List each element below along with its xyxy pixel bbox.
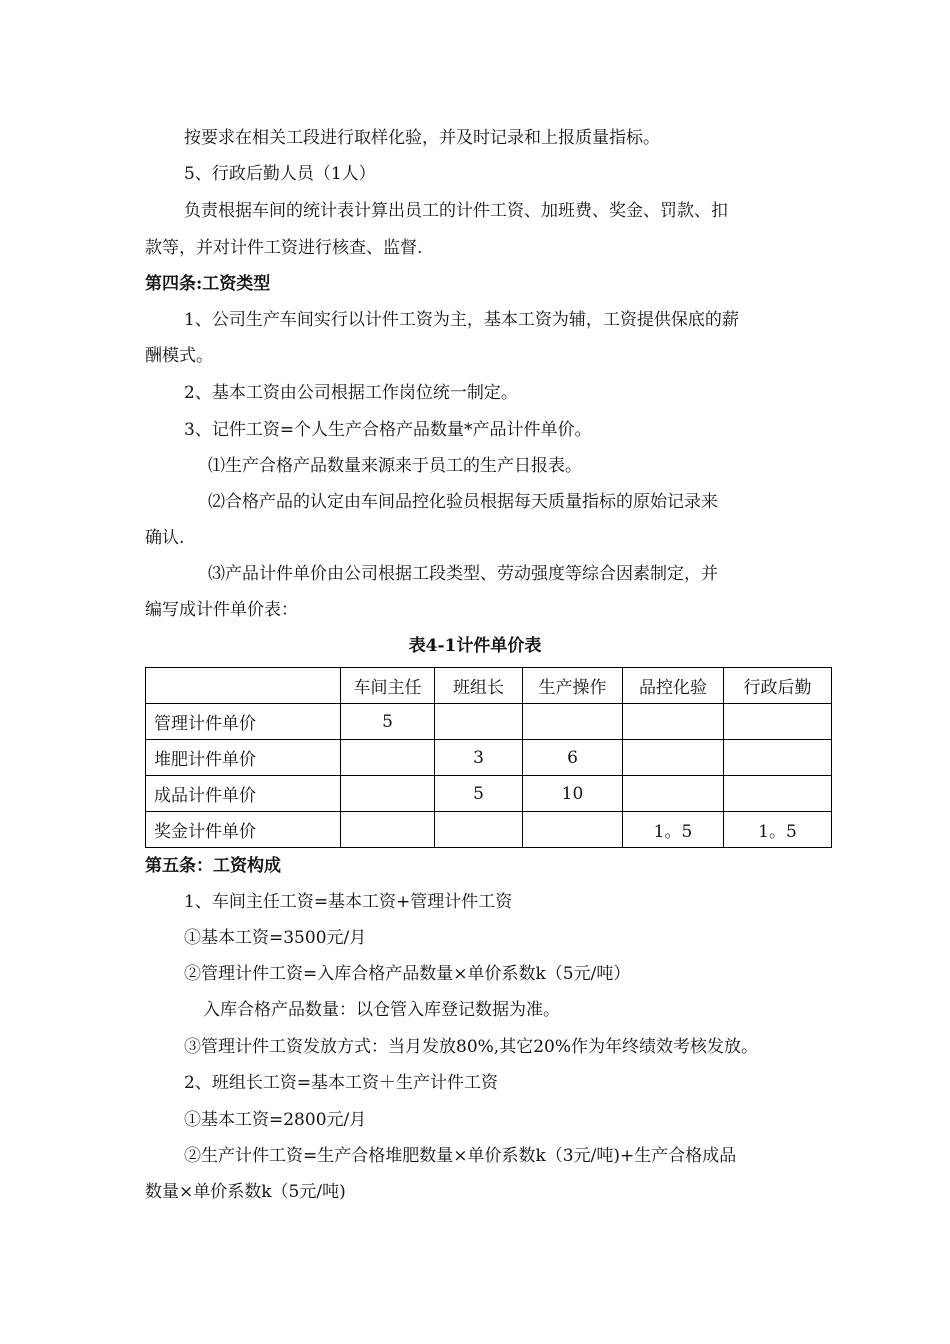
text-line: 2、基本工资由公司根据工作岗位统一制定。: [184, 383, 518, 403]
text-line: ①基本工资=3500元/月: [184, 928, 367, 948]
table-row: [146, 740, 832, 776]
table-cell: 5: [435, 776, 523, 812]
table-caption: 表4-1计件单价表: [408, 636, 542, 656]
row-label: 成品计件单价: [146, 776, 341, 812]
text-line: 负责根据车间的统计表计算出员工的计件工资、加班费、奖金、罚款、扣: [184, 201, 728, 221]
section-heading: 第四条:工资类型: [145, 274, 271, 294]
table-cell: 1。5: [623, 812, 724, 848]
text-line: ⑴生产合格产品数量来源来于员工的生产日报表。: [208, 456, 582, 476]
text-line: ②生产计件工资=生产合格堆肥数量×单价系数k（3元/吨)+生产合格成品: [184, 1146, 737, 1166]
header-cell: 品控化验: [623, 668, 724, 704]
table-cell: [523, 812, 623, 848]
table-cell: [341, 740, 435, 776]
table-cell: [523, 704, 623, 740]
table-cell: 5: [341, 704, 435, 740]
table-header-row: [146, 668, 832, 704]
text-line: 按要求在相关工段进行取样化验，并及时记录和上报质量指标。: [184, 128, 660, 148]
text-line: 1、车间主任工资=基本工资+管理计件工资: [184, 892, 513, 912]
row-label: 堆肥计件单价: [146, 740, 341, 776]
text-line: 入库合格产品数量：以仓管入库登记数据为准。: [203, 1000, 560, 1020]
table-cell: 6: [523, 740, 623, 776]
table-cell: [623, 776, 724, 812]
text-line: ②管理计件工资=入库合格产品数量×单价系数k（5元/吨）: [184, 964, 631, 984]
row-label: 管理计件单价: [146, 704, 341, 740]
header-cell: 行政后勤: [724, 668, 832, 704]
table-cell: 3: [435, 740, 523, 776]
text-line: 2、班组长工资=基本工资＋生产计件工资: [184, 1073, 499, 1093]
row-label: 奖金计件单价: [146, 812, 341, 848]
table-row: [146, 812, 832, 848]
text-line: ⑶产品计件单价由公司根据工段类型、劳动强度等综合因素制定，并: [208, 564, 718, 584]
table-cell: [724, 776, 832, 812]
header-cell: 生产操作: [523, 668, 623, 704]
text-line: ①基本工资=2800元/月: [184, 1110, 367, 1130]
text-line: 1、公司生产车间实行以计件工资为主，基本工资为辅，工资提供保底的薪: [184, 310, 739, 330]
table-cell: [623, 704, 724, 740]
text-line: 数量×单价系数k（5元/吨): [145, 1182, 346, 1202]
table-cell: [435, 812, 523, 848]
text-line: 5、行政后勤人员（1人）: [184, 164, 376, 184]
header-cell: 车间主任: [341, 668, 435, 704]
text-line: 确认.: [145, 528, 185, 548]
text-line: 酬模式。: [145, 346, 213, 366]
table-cell: [724, 740, 832, 776]
text-line: ③管理计件工资发放方式：当月发放80%,其它20%作为年终绩效考核发放。: [184, 1037, 758, 1057]
table-cell: 10: [523, 776, 623, 812]
table-cell: [435, 704, 523, 740]
table-cell: [623, 740, 724, 776]
table-row: [146, 704, 832, 740]
text-line: ⑵合格产品的认定由车间品控化验员根据每天质量指标的原始记录来: [208, 492, 718, 512]
table-cell: [724, 704, 832, 740]
text-line: 3、记件工资=个人生产合格产品数量*产品计件单价。: [184, 420, 592, 440]
header-cell: 班组长: [435, 668, 523, 704]
table-cell: 1。5: [724, 812, 832, 848]
table-row: [146, 776, 832, 812]
price-table: [145, 667, 832, 848]
text-line: 编写成计件单价表：: [145, 600, 298, 620]
section-heading: 第五条：工资构成: [145, 856, 281, 876]
text-line: 款等，并对计件工资进行核查、监督.: [145, 238, 423, 258]
table-cell: [341, 776, 435, 812]
header-cell: [146, 668, 341, 704]
table-cell: [341, 812, 435, 848]
